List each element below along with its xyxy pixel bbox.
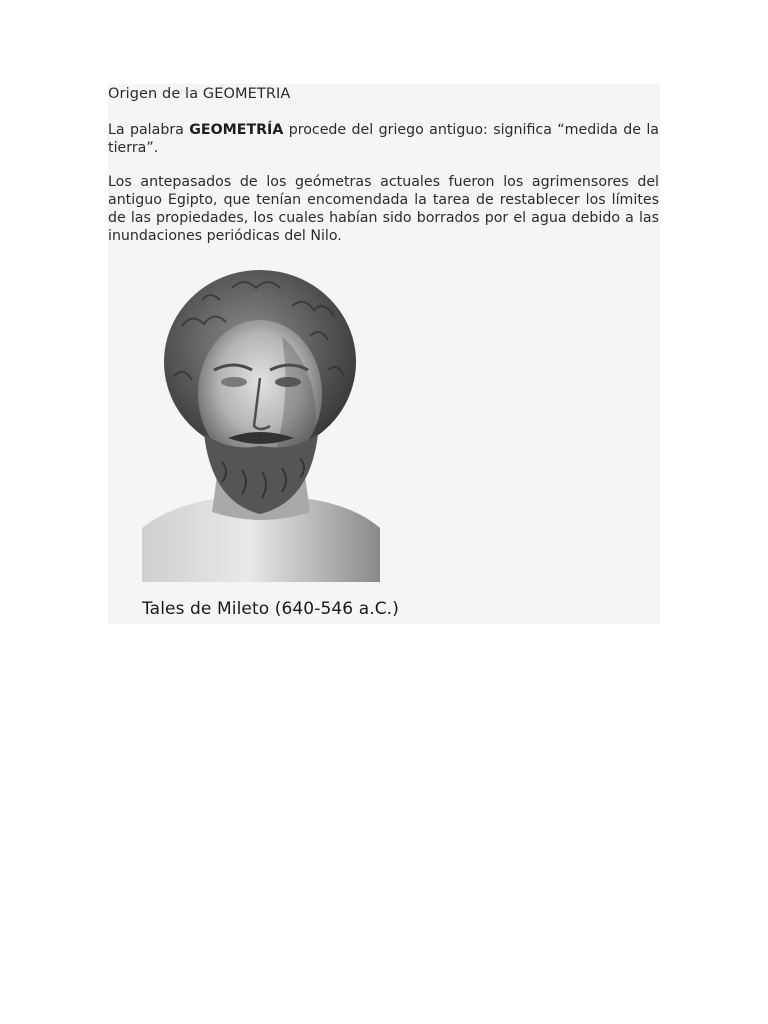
paragraph-definition (108, 121, 659, 157)
paragraph-definition-end: procede del griego antiguo: significa “medida de la tierra”. (108, 122, 659, 156)
paragraph-definition-keyword: GEOMETRÍA (189, 122, 284, 138)
paragraph-definition-start: La palabra (108, 122, 190, 138)
paragraph-history: Los antepasados de los geómetras actuales fueron los agrimensores del antiguo Egipto, que tenían encomendada la tarea de restablecer los límites de las propiedades, los cuales habían sido borrados por el agua debido a las inundaciones periódicas del Nilo. (108, 174, 659, 244)
thales-bust-portrait-icon (142, 266, 380, 582)
document-title: Origen de la GEOMETRIA (108, 86, 291, 102)
portrait-caption: Tales de Mileto (640-546 a.C.) (142, 599, 399, 619)
